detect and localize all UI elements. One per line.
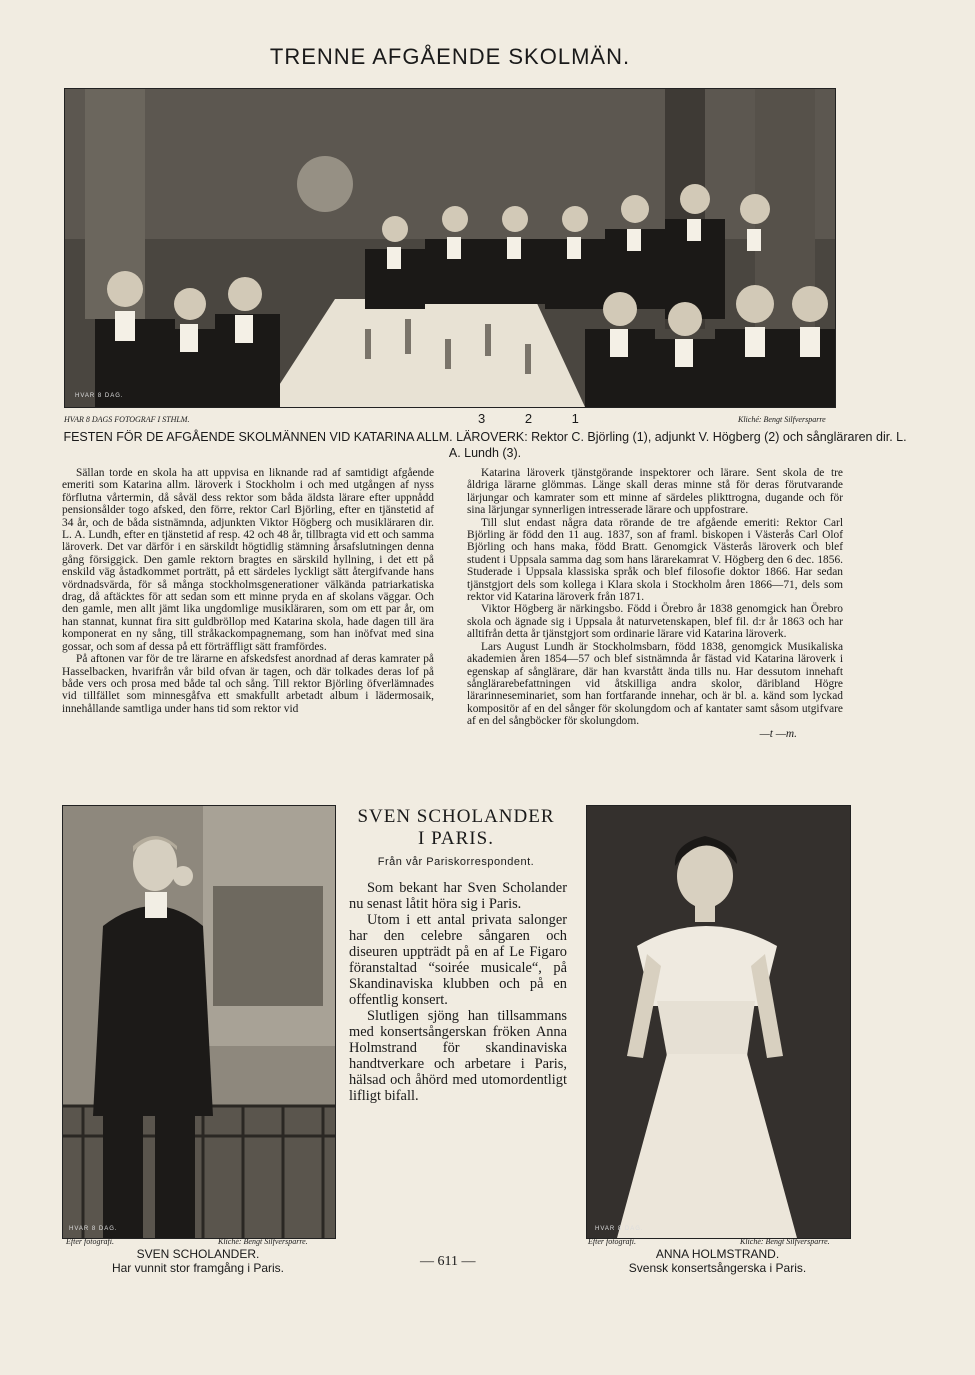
page-title: TRENNE AFGÅENDE SKOLMÄN. xyxy=(269,44,631,69)
anna-name: ANNA HOLMSTRAND. xyxy=(655,1247,780,1261)
article-left-column xyxy=(62,467,434,715)
scholander-article xyxy=(345,806,567,1104)
scholander-body xyxy=(349,880,567,1104)
sven-subtitle: Har vunnit stor framgång i Paris. xyxy=(111,1261,285,1275)
sven-credit-right: Kliché: Bengt Silfversparre. xyxy=(218,1237,308,1246)
scholander-subheading: Från vår Pariskorrespondent. xyxy=(377,856,535,868)
anna-credit-right: Kliché: Bengt Silfversparre. xyxy=(740,1237,830,1246)
anna-caption xyxy=(586,1247,849,1275)
article-right-paragraph: Viktor Högberg är närkingsbo. Född i Örebro år 1838 genomgick han Örebro skola och ägnade sig i Uppsala åt naturvetenskapen, blef fil. d:r år 1863 och har alltifrån detta år tjänstgjort som ordinarie lärare vid Katarina läroverk. xyxy=(467,603,843,641)
article-right-paragraph: Till slut endast några data rörande de tre afgående emeriti: Rektor Carl Björling är född den 11 aug. 1837, son af framl. biskopen i Västerås Carl Olof Björling och hans maka, född Bratt. Genomgick Västerås läroverk och blef student i Uppsala samma dag som hans lärarekamrat V. Högberg den 6 dec. 1856. Studerade i Uppsala klassiska språk och blef filosofie doktor 1866. Har sedan tjänstgjort dels som kollega i Klara skola i Stockholm åren 1866—71, dels som rektor vid Katarina läroverk från 1871. xyxy=(467,516,843,604)
sven-scholander-photo xyxy=(62,805,336,1239)
banquet-watermark: HVAR 8 DAG. xyxy=(75,393,124,399)
banquet-position-numbers: 3 2 1 xyxy=(478,411,579,426)
scholander-heading-line2: I PARIS. xyxy=(418,828,494,849)
scholander-heading-line1: SVEN SCHOLANDER xyxy=(357,806,555,827)
scholander-paragraph: Som bekant har Sven Scholander nu senast låtit höra sig i Paris. xyxy=(349,880,567,912)
anna-watermark: HVAR 8 DAG. xyxy=(595,1226,644,1232)
anna-subtitle: Svensk konsertsångerska i Paris. xyxy=(628,1261,807,1275)
article-right-column xyxy=(467,467,843,740)
scholander-paragraph: Utom i ett antal privata salonger har den celebre sångaren och diseuren uppträdt på en af Le Figaro föranstaltad “soirée musicale“, på Skandinaviska klubben och på en offentlig konsert. xyxy=(349,912,567,1008)
banquet-credit-left: HVAR 8 DAGS FOTOGRAF I STHLM. xyxy=(64,415,190,424)
sven-credit-left: Efter fotografi. xyxy=(66,1237,114,1246)
page-number: — 611 — xyxy=(420,1254,476,1269)
sven-caption xyxy=(62,1247,334,1275)
article-left-paragraph: På aftonen var för de tre lärarne en afskedsfest anordnad af deras kamrater på Hasselbacken, hvarifrån vår bild ofvan är tagen, och där tolkades deras lof på både vers och prosa med både tal och sång. Till rektor Björling öfverlämnades vid tillfället som minnesgåfva ett smakfullt arbetadt album i lädermosaik, innehållande samtliga under hans tid som rektor vid xyxy=(62,653,434,715)
banquet-credit-right: Kliché: Bengt Silfversparre xyxy=(738,415,826,424)
article-right-paragraph: Katarina läroverk tjänstgörande inspektorer och lärare. Sent skola de tre åldriga lärarne glömmas. Länge skall deras minne stå för deras förutvarande lärjungar och kamrater som ett minne af särdeles plikttrogna, dugande och för sina lärjungar synnerligen intresserade lärare och uppfostrare. xyxy=(467,467,843,517)
banquet-caption: FESTEN FÖR DE AFGÅENDE SKOLMÄNNEN VID KATARINA ALLM. LÄROVERK: Rektor C. Björling (1), adjunkt V. Högberg (2) och sångläraren dir. L. A. Lundh (3). xyxy=(63,430,907,460)
anna-holmstrand-photo xyxy=(586,805,851,1239)
article-left-paragraph: Sällan torde en skola ha att uppvisa en liknande rad af samtidigt afgående emeriti som Katarina allm. läroverk i Stockholm i och med utgången af nyss förflutna vårtermin, då såväl dess rektor som båda äldsta lärare efter uppnådd pensionsålder togo afsked, den förre, rektor Carl Björling, efter en tjänstetid af 34 år, och de båda sistnämnda, adjunkten Viktor Högberg och musikläraren dir. L. A. Lundh, efter en tjänstetid af resp. 42 och 48 år, tillbragta vid ett och samma läroverk. Det var därför i en särskildt högtidlig stämning årsafslutningen denna gång försiggick. Den gamle rektorn bragtes en särskild hyllning, i det ett på enskild väg åstadkommet porträtt, på ett särdeles lyckligt sätt återgifvande hans vördnadsvärda, för så många stockholmsgenerationer välkända patriarkatiska drag, då aftäcktes för att sedan som ett minne pryda en af skolans väggar. Och den gamle, men allt jämt lika ungdomlige musikläraren, som om ett par år, om han stannat, kunnat fira sitt guldbröllop med Katarina skola, hade dagen till ära komponerat en ny sång, till stråkackompagnemang, som han inöfvat med sina gossar, och som af dessa på ett förträffligt sätt framfördes. xyxy=(62,467,434,653)
sven-scholander-illustration xyxy=(63,806,335,1238)
scholander-paragraph: Slutligen sjöng han tillsammans med konsertsångerskan fröken Anna Holmstrand för skandinaviska handtverkare och arbetare i Paris, hälsad och åhörd med utomordentligt lifligt bifall. xyxy=(349,1008,567,1104)
banquet-photo xyxy=(64,88,836,408)
article-signature: —t —m. xyxy=(759,727,797,740)
banquet-illustration xyxy=(65,89,835,407)
anna-holmstrand-illustration xyxy=(587,806,850,1238)
sven-name: SVEN SCHOLANDER. xyxy=(136,1247,260,1261)
anna-credit-left: Efter fotografi. xyxy=(588,1237,636,1246)
sven-watermark: HVAR 8 DAG. xyxy=(69,1226,118,1232)
article-right-paragraph: Lars August Lundh är Stockholmsbarn, född 1838, genomgick Musikaliska akademien åren 1854—57 och blef sistnämnda år fästad vid Katarina läroverk i egenskap af sånglärare, där han kvarstått ända tills nu. Har dessutom innehaft sånglärarebefattningen vid åtskilliga andra skolor, däribland Högre lärarinneseminariet, som han fortfarande innehar, och är bl. a. känd som lyckad kompositör af en del sånger för skolungdom och af kantater samt såsom utgifvare af en del sångböcker för skolungdom. xyxy=(467,640,843,728)
